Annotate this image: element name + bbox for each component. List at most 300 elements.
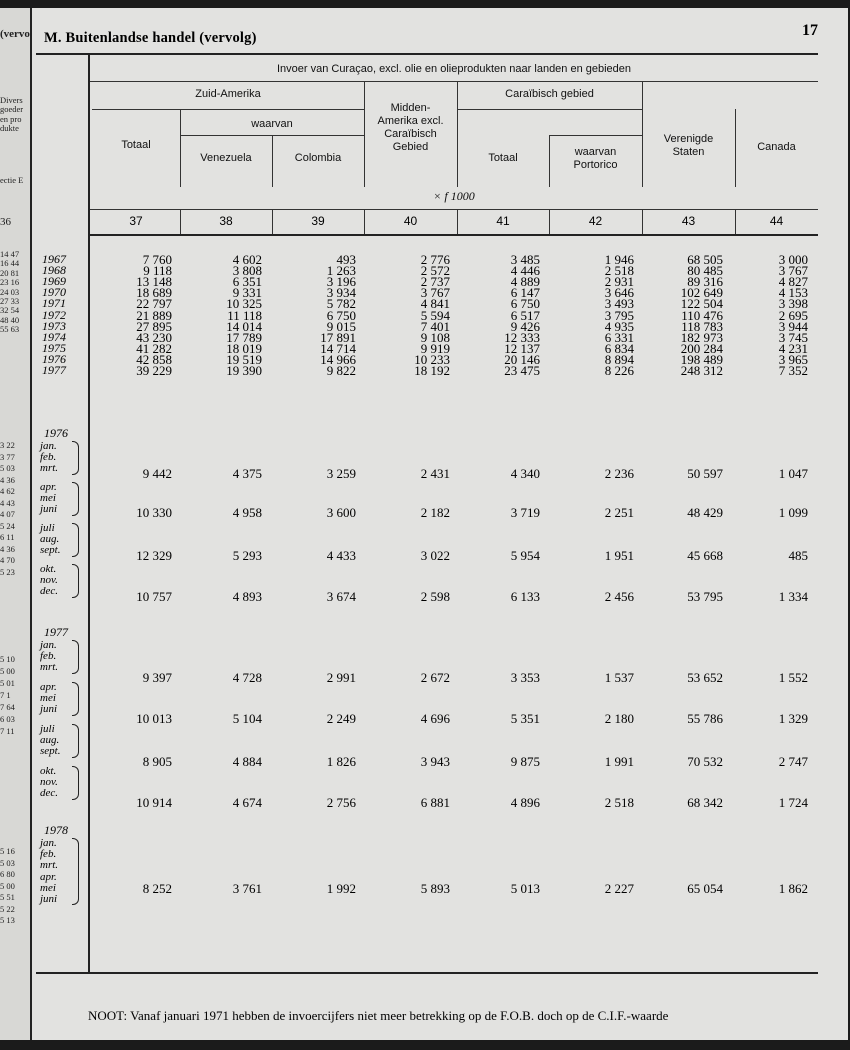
- edge-text: 7 64: [0, 702, 15, 712]
- page-heading: M. Buitenlandse handel (vervolg): [44, 30, 257, 46]
- table-cell: 4 889: [510, 274, 540, 290]
- month-label: feb.: [40, 848, 57, 861]
- month-label: mrt.: [40, 661, 59, 674]
- table-cell: 4 231: [778, 340, 808, 356]
- table-cell: 3 353: [510, 670, 540, 685]
- table-cell: 3 646: [604, 285, 634, 301]
- table-cell: 18 689: [136, 285, 172, 301]
- table-cell: 14 014: [226, 318, 262, 334]
- bracket: [72, 838, 79, 905]
- month-label: apr.: [40, 870, 57, 883]
- year-label: 1970: [42, 285, 66, 300]
- edge-values-1977: [0, 653, 15, 737]
- month-group: [40, 441, 58, 475]
- table-cell: 8 894: [604, 351, 634, 367]
- table-cell: 3 934: [326, 285, 356, 301]
- table-cell: 3 745: [778, 329, 808, 345]
- edge-text: 48 40: [0, 314, 20, 325]
- table-cell: 10 233: [414, 351, 450, 367]
- edge-text: 32 54: [0, 305, 20, 316]
- table-cell: 5 351: [510, 711, 540, 726]
- table-cell: 6 750: [510, 296, 540, 312]
- edge-text: 5 22: [0, 903, 15, 914]
- unit-label: × f 1000: [433, 189, 475, 203]
- edge-text: 5 24: [0, 520, 15, 531]
- month-label: okt.: [40, 563, 57, 575]
- month-label: jan.: [40, 837, 57, 849]
- table-cell: 2 180: [604, 711, 634, 726]
- bottom-rule: [36, 972, 818, 974]
- month-label: mrt.: [40, 462, 59, 475]
- year-label: 1967: [42, 252, 66, 266]
- table-cell: 3 022: [420, 548, 450, 563]
- edge-text: 5 03: [0, 463, 15, 473]
- table-cell: 2 776: [420, 252, 450, 267]
- table-cell: 39 229: [136, 363, 172, 378]
- table-cell: 1 537: [604, 670, 634, 685]
- month-label: jan.: [40, 639, 57, 651]
- column-number: 40: [403, 214, 418, 228]
- edge-text: 5 00: [0, 666, 15, 676]
- table-cell: 9 822: [326, 363, 356, 378]
- table-cell: 3 493: [604, 296, 634, 312]
- table-cell: 41 282: [136, 340, 172, 356]
- edge-text: 5 16: [0, 846, 15, 856]
- table-cell: 5 594: [420, 307, 450, 323]
- table-cell: 6 881: [420, 795, 450, 810]
- table-cell: 17 789: [226, 329, 262, 345]
- table-cell: 4 602: [232, 252, 262, 267]
- month-label: juni: [40, 503, 58, 516]
- year-label: 1976: [42, 351, 66, 366]
- column-number: 43: [681, 214, 696, 228]
- previous-page-edge: [0, 8, 32, 1040]
- col-header-totaal-carib: Totaal: [488, 152, 518, 164]
- table-cell: 53 652: [687, 670, 723, 685]
- header-bottom-rule: [90, 209, 818, 210]
- table-cell: 23 475: [504, 363, 540, 378]
- table-cell: 43 230: [136, 329, 172, 345]
- month-label: mei: [40, 492, 56, 505]
- month-label: feb.: [40, 650, 57, 663]
- edge-text: 5 13: [0, 915, 15, 925]
- edge-text: 6 11: [0, 532, 15, 542]
- group-caraibisch: Caraïbisch gebied: [505, 88, 594, 100]
- table-cell: 18 192: [414, 363, 450, 378]
- stub-rule: [88, 54, 90, 972]
- table-cell: 53 795: [687, 589, 723, 604]
- month-label: mei: [40, 881, 56, 894]
- month-label: juni: [40, 703, 58, 716]
- month-label: nov.: [40, 574, 58, 587]
- table-cell: 65 054: [687, 881, 723, 896]
- table-cell: 10 325: [226, 296, 262, 312]
- col-header-totaal: Totaal: [121, 139, 151, 151]
- table-cell: 2 251: [604, 505, 634, 520]
- edge-text: 5 03: [0, 857, 15, 868]
- month-label: juli: [40, 522, 55, 534]
- table-cell: 10 330: [136, 505, 172, 520]
- table-cell: 80 485: [687, 263, 723, 279]
- zuid-rule: [92, 109, 364, 110]
- edge-values-1976: [0, 440, 15, 578]
- quarter-year-label: 1977: [44, 625, 68, 639]
- table-cell: 248 312: [680, 363, 723, 378]
- bracket: [72, 640, 79, 674]
- bracket: [72, 682, 79, 716]
- table-cell: 1 334: [778, 589, 808, 604]
- month-label: juli: [40, 723, 55, 735]
- bracket: [72, 482, 79, 516]
- year-label: 1972: [42, 307, 66, 322]
- table-cell: 4 433: [326, 548, 356, 563]
- table-cell: 2 991: [326, 670, 356, 685]
- edge-lines-a: [0, 96, 23, 134]
- table-cell: 485: [788, 548, 808, 563]
- table-cell: 4 375: [232, 466, 262, 481]
- table-cell: 7 352: [778, 363, 808, 378]
- table-cell: 5 893: [420, 881, 450, 896]
- table-cell: 3 795: [604, 307, 634, 323]
- table-cell: 1 552: [778, 670, 808, 685]
- column-number: 37: [129, 214, 143, 228]
- table-cell: 1 992: [326, 881, 356, 896]
- table-cell: 17 891: [320, 329, 356, 345]
- table-cell: 2 227: [604, 881, 634, 896]
- month-label: feb.: [40, 451, 57, 464]
- table-cell: 9 108: [420, 329, 450, 345]
- edge-text: goeder: [0, 104, 24, 115]
- edge-text: 5 51: [0, 892, 15, 902]
- edge-text: 7 1: [0, 690, 11, 700]
- table-cell: 8 905: [142, 754, 172, 769]
- month-label: sept.: [40, 544, 61, 557]
- edge-text: 7 11: [0, 726, 15, 736]
- edge-text: 5 23: [0, 566, 15, 577]
- bracket: [72, 564, 79, 598]
- table-cell: 1 724: [778, 795, 808, 810]
- table-cell: 2 672: [420, 670, 450, 685]
- table-cell: 2 747: [778, 754, 808, 769]
- table-cell: 2 598: [420, 589, 450, 604]
- table-cell: 3 600: [326, 505, 356, 520]
- table-cell: 2 456: [604, 589, 634, 604]
- table-cell: 3 719: [510, 505, 540, 520]
- edge-text: 6 80: [0, 869, 15, 879]
- table-cell: 1 263: [326, 263, 356, 279]
- table-cell: 19 390: [226, 363, 262, 378]
- table-cell: 4 674: [232, 795, 262, 810]
- year-label: 1975: [42, 340, 66, 355]
- edge-text: 4 62: [0, 486, 15, 496]
- month-group: [40, 523, 60, 557]
- month-group: [40, 482, 57, 516]
- edge-text: 4 36: [0, 474, 15, 485]
- edge-text: 6 03: [0, 714, 15, 724]
- table-cell: 2 931: [604, 274, 634, 290]
- table-cell: 10 757: [136, 589, 172, 604]
- edge-text: 5 00: [0, 880, 15, 891]
- column-number: 41: [496, 214, 510, 228]
- table-cell: 4 153: [778, 285, 808, 301]
- table-cell: 3 000: [778, 252, 808, 267]
- year-label: 1968: [42, 263, 66, 278]
- table-cell: 10 013: [136, 711, 172, 726]
- table-cell: 1 862: [778, 881, 808, 896]
- page-number: 17: [802, 22, 818, 39]
- table-cell: 102 649: [680, 285, 723, 301]
- table-cell: 7 401: [420, 318, 450, 334]
- edge-text: en pro: [0, 113, 22, 124]
- edge-text: 23 16: [0, 277, 20, 288]
- document-page: [0, 8, 848, 1040]
- col-header-canada: Canada: [757, 141, 796, 153]
- table-cell: 182 973: [680, 329, 723, 345]
- table-cell: 9 426: [510, 318, 540, 334]
- table-title: Invoer van Curaçao, excl. olie en olieprodukten naar landen en gebieden: [276, 63, 632, 75]
- table-cell: 1 946: [604, 252, 634, 267]
- table-cell: 1 826: [326, 754, 356, 769]
- table-cell: 9 875: [510, 754, 540, 769]
- footnote: NOOT: Vanaf januari 1971 hebben de invoercijfers niet meer betrekking op de F.O.B. doch op de C.I.F.-waarde: [88, 1008, 669, 1023]
- month-group: [40, 838, 58, 905]
- month-label: sept.: [40, 745, 61, 758]
- table-cell: 2 431: [420, 466, 450, 481]
- table-cell: 4 446: [510, 263, 540, 279]
- edge-heading: (vervo: [0, 28, 30, 40]
- table-cell: 12 329: [136, 548, 172, 563]
- table-cell: 9 397: [142, 670, 172, 685]
- table-cell: 3 944: [778, 318, 808, 334]
- edge-text: 16 44: [0, 258, 20, 269]
- table-cell: 493: [336, 252, 356, 267]
- table-cell: 4 696: [420, 711, 450, 726]
- month-group: [40, 564, 58, 598]
- table-cell: 18 019: [226, 340, 262, 356]
- month-label: mei: [40, 692, 56, 705]
- bracket: [72, 724, 79, 758]
- table-cell: 118 783: [681, 318, 723, 334]
- edge-text: 27 33: [0, 296, 20, 307]
- table-cell: 6 133: [510, 589, 540, 604]
- edge-text: 55 63: [0, 324, 20, 335]
- table-cell: 48 429: [687, 505, 723, 520]
- table-cell: 11 118: [227, 307, 262, 323]
- colnum-rule: [90, 234, 818, 236]
- year-label: 1973: [42, 318, 66, 333]
- col-header-portorico: waarvan Portorico: [573, 146, 618, 171]
- month-label: aug.: [40, 533, 60, 546]
- edge-text: 20 81: [0, 267, 20, 278]
- edge-colnum: 36: [0, 216, 11, 228]
- table-cell: 1 329: [778, 711, 808, 726]
- edge-text: 14 47: [0, 249, 20, 259]
- table-cell: 1 099: [778, 505, 808, 520]
- month-label: juni: [40, 893, 58, 906]
- table-cell: 9 331: [232, 285, 262, 301]
- table-cell: 10 914: [136, 795, 172, 810]
- table-cell: 14 714: [320, 340, 356, 356]
- table-cell: 2 249: [326, 711, 356, 726]
- table-cell: 2 756: [326, 795, 356, 810]
- table-cell: 12 137: [504, 340, 540, 356]
- table-cell: 110 476: [681, 307, 723, 323]
- table-cell: 42 858: [136, 351, 172, 367]
- table-cell: 7 760: [142, 252, 172, 267]
- column-number: 44: [769, 214, 784, 228]
- table-cell: 5 782: [326, 296, 356, 312]
- edge-text: 4 70: [0, 555, 15, 565]
- table-cell: 5 293: [232, 548, 262, 563]
- month-label: mrt.: [40, 859, 59, 872]
- bracket: [72, 441, 79, 475]
- edge-text: 3 22: [0, 440, 15, 450]
- table-cell: 8 252: [142, 881, 172, 896]
- table-cell: 89 316: [687, 274, 723, 290]
- table-cell: 2 236: [604, 466, 634, 481]
- month-label: dec.: [40, 787, 59, 800]
- table-cell: 5 013: [510, 881, 540, 896]
- column-number: 38: [219, 214, 233, 228]
- col-header-midden-amerika: Midden- Amerika excl. Caraïbisch Gebied: [377, 102, 444, 153]
- table-cell: 6 351: [232, 274, 262, 290]
- edge-text: 4 07: [0, 509, 15, 519]
- table-cell: 14 966: [320, 351, 356, 367]
- table-cell: 4 728: [232, 670, 262, 685]
- month-group: [40, 640, 58, 674]
- table-cell: 50 597: [687, 466, 723, 481]
- edge-text: 4 36: [0, 543, 15, 554]
- table-cell: 2 518: [604, 795, 634, 810]
- top-rule: [36, 53, 818, 55]
- table-cell: 27 895: [136, 318, 172, 334]
- table-cell: 9 118: [143, 263, 172, 279]
- table-cell: 2 572: [420, 263, 450, 279]
- table-cell: 68 342: [687, 795, 723, 810]
- edge-text: 5 10: [0, 654, 15, 664]
- table-cell: 4 958: [232, 505, 262, 520]
- col-header-colombia: Colombia: [294, 152, 342, 164]
- table-cell: 45 668: [687, 548, 723, 563]
- bracket: [72, 766, 79, 800]
- edge-text: 5 01: [0, 678, 15, 688]
- table-cell: 13 148: [136, 274, 172, 290]
- month-label: apr.: [40, 681, 57, 693]
- table-cell: 9 015: [326, 318, 356, 334]
- table-cell: 1 047: [778, 466, 808, 481]
- month-label: nov.: [40, 776, 58, 789]
- table-cell: 122 504: [680, 296, 723, 312]
- edge-line-b: ectie E: [0, 175, 24, 185]
- table-cell: 21 889: [136, 307, 172, 323]
- year-label: 1974: [42, 329, 66, 344]
- col-header-venezuela: Venezuela: [200, 152, 252, 164]
- edge-text: 24 03: [0, 286, 20, 297]
- table-cell: 5 104: [232, 711, 262, 726]
- table-cell: 9 919: [420, 340, 450, 356]
- table-cell: 4 827: [778, 274, 808, 290]
- waarvan2-rule: [549, 135, 642, 136]
- col-header-verenigde-staten: Verenigde Staten: [663, 133, 714, 158]
- table-cell: 6 147: [510, 285, 540, 301]
- table-cell: 8 226: [604, 363, 634, 378]
- table-cell: 3 398: [778, 296, 808, 312]
- month-group: [40, 766, 58, 800]
- table-cell: 3 674: [326, 589, 356, 604]
- table-cell: 4 340: [510, 466, 540, 481]
- table-cell: 3 808: [232, 263, 262, 279]
- year-label: 1977: [42, 363, 66, 377]
- table-cell: 198 489: [680, 351, 723, 367]
- table-cell: 4 884: [232, 754, 262, 769]
- table-cell: 1 991: [604, 754, 634, 769]
- edge-text: 3 77: [0, 451, 15, 462]
- table-cell: 22 797: [136, 296, 172, 312]
- title-rule: [90, 81, 818, 82]
- table-cell: 20 146: [504, 351, 540, 367]
- edge-text: dukte: [0, 123, 19, 134]
- table-cell: 4 841: [420, 296, 450, 312]
- table-cell: 2 737: [420, 274, 450, 290]
- table-cell: 3 761: [232, 881, 262, 896]
- edge-text: Divers: [0, 95, 23, 105]
- table-cell: 4 893: [232, 589, 262, 604]
- table-cell: 4 896: [510, 795, 540, 810]
- table-cell: 1 951: [604, 548, 634, 563]
- table-cell: 2 518: [604, 263, 634, 279]
- table-cell: 9 442: [142, 466, 172, 481]
- year-label: 1971: [42, 296, 66, 311]
- edge-text: 4 43: [0, 497, 15, 508]
- month-label: dec.: [40, 585, 59, 598]
- month-group: [40, 724, 60, 758]
- month-group: [40, 682, 57, 716]
- bracket: [72, 523, 79, 557]
- quarter-year-label: 1978: [44, 823, 68, 837]
- month-label: aug.: [40, 734, 60, 747]
- table-cell: 3 767: [420, 285, 450, 301]
- table-cell: 6 834: [604, 340, 634, 356]
- table-cell: 3 485: [510, 252, 540, 267]
- table-cell: 70 532: [687, 754, 723, 769]
- quarter-year-label: 1976: [44, 426, 68, 440]
- table-cell: 6 750: [326, 307, 356, 323]
- edge-values-1978: [0, 846, 15, 927]
- month-label: okt.: [40, 765, 57, 777]
- table-cell: 3 196: [326, 274, 356, 290]
- table-cell: 2 182: [420, 505, 450, 520]
- table-cell: 55 786: [687, 711, 723, 726]
- table-cell: 6 331: [604, 329, 634, 345]
- month-label: apr.: [40, 481, 57, 493]
- table-cell: 5 954: [510, 548, 540, 563]
- year-label: 1969: [42, 274, 66, 289]
- column-number: 39: [311, 214, 325, 228]
- table-cell: 2 695: [778, 307, 808, 323]
- table-cell: 3 943: [420, 754, 450, 769]
- table-cell: 4 935: [604, 318, 634, 334]
- table-cell: 200 284: [680, 340, 723, 356]
- edge-year-values: [0, 250, 19, 335]
- group-waarvan: waarvan: [251, 118, 293, 130]
- table-cell: 68 505: [687, 252, 723, 267]
- table-cell: 3 259: [326, 466, 356, 481]
- group-zuid-amerika: Zuid-Amerika: [195, 88, 261, 100]
- month-label: jan.: [40, 440, 57, 452]
- carib-rule: [457, 109, 642, 110]
- table-cell: 3 965: [778, 351, 808, 367]
- table-cell: 12 333: [504, 329, 540, 345]
